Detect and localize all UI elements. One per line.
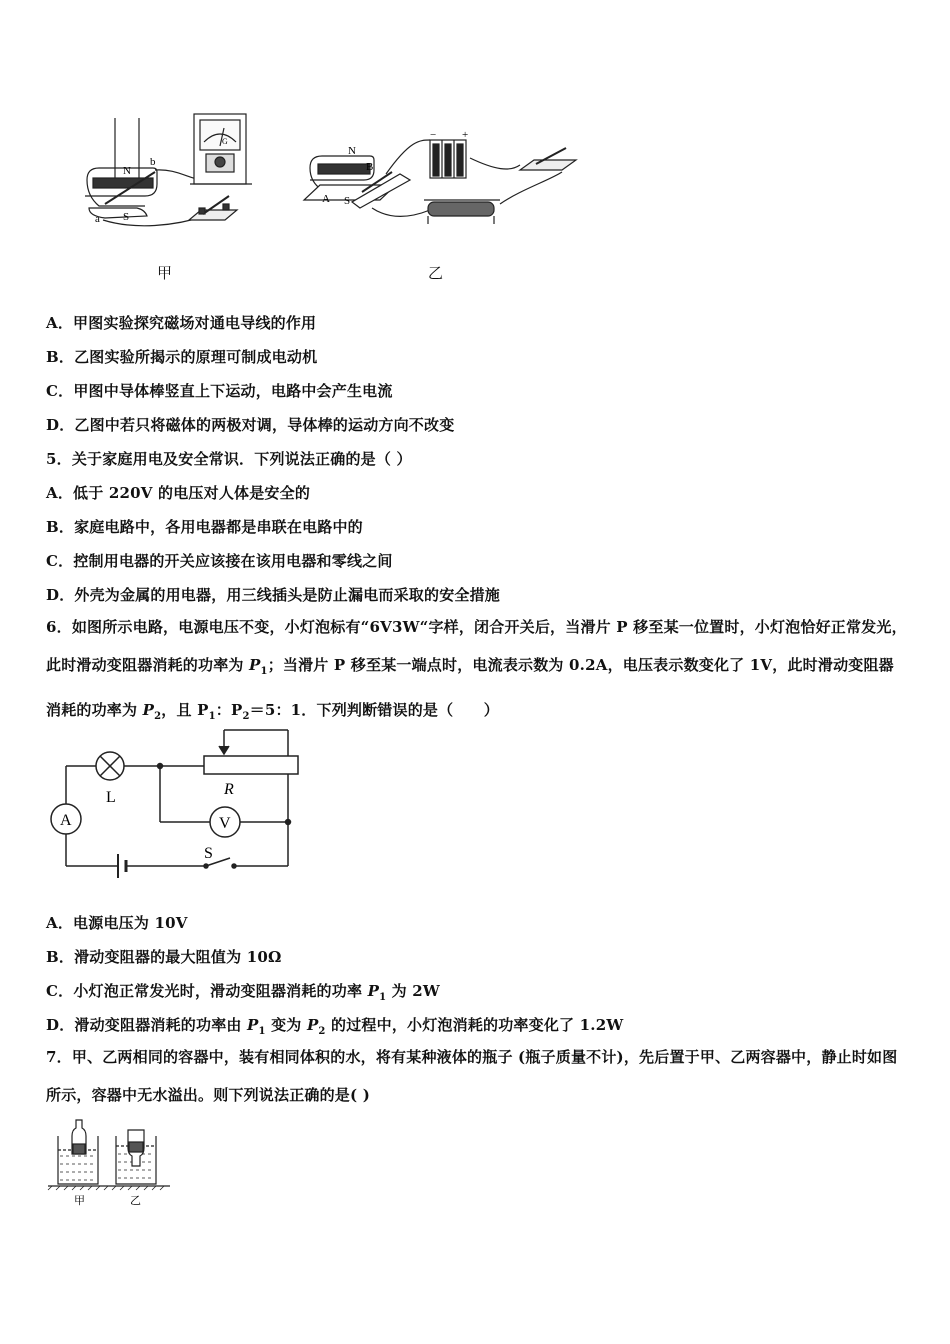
label-switch-s: S [204,845,213,862]
q6-p2-sub: 2 [154,711,162,722]
label-lamp-l: L [106,789,116,806]
q6-option-d-p2: P [306,1016,319,1034]
q6-option-c-part2: 为 2W [386,982,440,1000]
q6-p1-sub: 1 [260,666,268,677]
label-minus-yi: − [430,130,437,141]
label-ammeter-a: A [60,812,72,829]
container-label-yi: 乙 [130,1195,141,1207]
lamp-symbol [96,752,124,780]
switch-jia [185,190,245,230]
q6-stem-part3: ，且 P [161,701,209,719]
q6-option-d-part1: D．滑动变阻器消耗的功率由 [46,1016,248,1034]
q6-option-c-p: P [367,982,380,1000]
label-s-yi: S [344,195,351,207]
q6-option-d-sub2: 2 [318,1026,326,1037]
q4-option-b: B．乙图实验所揭示的原理可制成电动机 [46,348,318,366]
q6-option-c-sub: 1 [379,992,387,1003]
label-n-jia: N [123,165,131,177]
q6-option-d-part3: 的过程中，小灯泡消耗的功率变化了 1.2W [325,1016,624,1034]
label-n-yi: N [348,145,356,157]
circuit-diagram [44,726,304,888]
q5-option-b: B．家庭电路中，各用电器都是串联在电路中的 [46,518,363,536]
label-a-jia: a [95,213,100,225]
q5-stem: 5．关于家庭用电及安全常识．下列说法正确的是（ ） [46,450,412,468]
q4-option-c: C．甲图中导体棒竖直上下运动，电路中会产生电流 [46,382,393,400]
q6-option-c-part1: C．小灯泡正常发光时，滑动变阻器消耗的功率 [46,982,368,1000]
label-b-yi: B [366,161,374,173]
q6-stem-part4: ：P [215,701,243,719]
q6-option-d-sub1: 1 [258,1026,266,1037]
caption-jia: 甲 [157,264,173,282]
figure-yi-motor [300,130,600,240]
q5-option-d: D．外壳为金属的用电器，用三线插头是防止漏电而采取的安全措施 [46,586,501,604]
q6-option-b: B．滑动变阻器的最大阻值为 10Ω [46,948,282,966]
q7-stem: 7．甲、乙两相同的容器中，装有相同体积的水，将有某种液体的瓶子 (瓶子质量不计)，先后置于甲、乙两容器中，静止时如图所示，容器中无水溢出。则下列说法正确的是( ) [46,1048,898,1104]
label-s-jia: S [123,211,130,223]
q6-option-d-p1: P [247,1016,259,1034]
q4-option-d: D．乙图中若只将磁体的两极对调，导体棒的运动方向不改变 [46,416,455,434]
q6-ratio-sub2: 2 [242,711,250,722]
q6-stem [46,608,908,736]
q6-stem-part2: ；当滑片 P 移至某一端点时，电流表示数为 0.2A，电压表示数变化了 1V，此时滑动变阻器消耗的功率为 [46,656,894,719]
label-voltmeter-v: V [219,815,231,832]
q6-stem-part1: 6．如图所示电路，电源电压不变，小灯泡标有“6V3W“字样，闭合开关后，当滑片 P 移至某一位置时，小灯泡恰好正常发光，此时滑动变阻器消耗的功率为 [46,618,907,674]
label-g-galvanometer: G [222,137,228,146]
caption-yi: 乙 [428,264,444,282]
q6-stem-part5: ＝5：1．下列判断错误的是（ ） [249,701,499,719]
containers-figure [46,1118,176,1210]
label-plus-yi: + [462,130,469,141]
q6-option-d-part2: 变为 [265,1016,307,1034]
q6-p2: P [142,701,155,719]
q6-option-c [46,980,440,1003]
q6-ratio-sub1: 1 [208,711,216,722]
q6-p1: P [249,656,261,674]
container-label-jia: 甲 [74,1195,85,1207]
q6-option-d [46,1014,623,1037]
q5-option-a: A．低于 220V 的电压对人体是安全的 [46,484,311,502]
label-resistor-r: R [224,781,234,798]
q5-option-c: C．控制用电器的开关应该接在该用电器和零线之间 [46,552,393,570]
q6-option-a: A．电源电压为 10V [46,914,188,932]
q4-option-a: A．甲图实验探究磁场对通电导线的作用 [46,314,317,332]
label-b-jia: b [150,156,156,168]
label-a-yi: A [322,193,330,205]
galvanometer-figure [190,112,265,192]
